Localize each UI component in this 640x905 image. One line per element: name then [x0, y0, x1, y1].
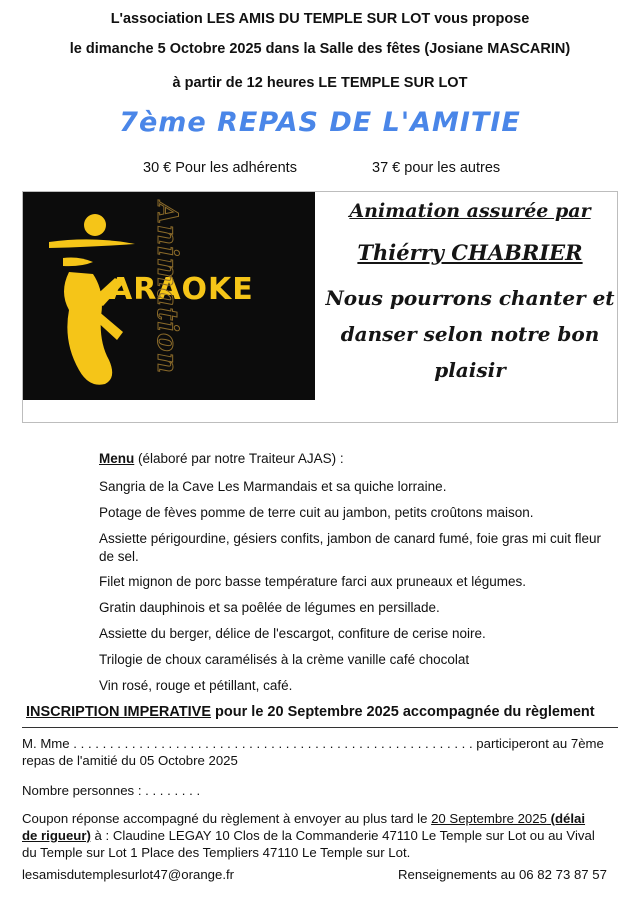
contact-email[interactable]: lesamisdutemplesurlot47@orange.fr [22, 867, 235, 882]
menu-item: Sangria de la Cave Les Marmandais et sa quiche lorraine. [99, 479, 447, 494]
coupon-date: 20 Septembre 2025 [431, 811, 547, 826]
inscription-heading-rest: pour le 20 Septembre 2025 accompagnée du règlement [211, 704, 595, 720]
form-persons: Nombre personnes : . . . . . . . . [22, 783, 201, 798]
menu-heading-suffix: (élaboré par notre Traiteur AJAS) : [134, 451, 344, 466]
animation-line-5: plaisir [434, 358, 506, 382]
animation-line-1: Animation assurée par [349, 200, 591, 222]
animation-banner [22, 191, 618, 423]
event-title: 7ème REPAS DE L'AMITIE [119, 107, 521, 138]
coupon-text-c: du Temple sur Lot 1 Place des Templiers 47110 Le Temple sur Lot. [22, 845, 411, 860]
header-line-2: le dimanche 5 Octobre 2025 dans la Salle des fêtes (Josiane MASCARIN) [69, 41, 571, 57]
price-others: 37 € pour les autres [372, 160, 501, 176]
price-members: 30 € Pour les adhérents [143, 160, 297, 176]
karaoke-vertical-text: Animation [151, 202, 184, 375]
menu-item: Potage de fèves pomme de terre cuit au jambon, petits croûtons maison. [99, 505, 534, 520]
header-line-3: à partir de 12 heures LE TEMPLE SUR LOT [172, 75, 468, 91]
menu-heading-label: Menu [99, 451, 135, 466]
menu-item: Vin rosé, rouge et pétillant, café. [99, 678, 293, 693]
coupon-text-a: Coupon réponse accompagné du règlement à envoyer au plus tard le [22, 811, 432, 826]
header-line-1: L'association LES AMIS DU TEMPLE SUR LOT vous propose [110, 11, 530, 27]
inscription-heading-underlined: INSCRIPTION IMPERATIVE [26, 704, 212, 720]
menu-heading [99, 451, 344, 466]
menu-item: Assiette périgourdine, gésiers confits, jambon de canard fumé, foie gras mi cuit fleur de sel. [99, 531, 601, 564]
animation-line-4: danser selon notre bon [340, 322, 600, 346]
divider [22, 727, 618, 728]
karaoke-logo-text: ARAOKE [109, 272, 254, 307]
menu-item: Trilogie de choux caramélisés à la crème vanille café chocolat [99, 652, 470, 667]
form-names-line: M. Mme . . . . . . . . . . . . . . . . . . . . . . . . . . . . . . . . . . . . . . . . . . . . . . . . . . . . . . . participeront au 7ème [22, 736, 604, 751]
coupon-text [22, 810, 620, 861]
animation-line-2: Thiérry CHABRIER [357, 240, 583, 265]
menu-item: Assiette du berger, délice de l'escargot, confiture de cerise noire. [99, 626, 486, 641]
form-repas-line: repas de l'amitié du 05 Octobre 2025 [22, 753, 238, 768]
karaoke-logo [23, 192, 315, 400]
inscription-heading [26, 704, 595, 720]
menu-item: Gratin dauphinois et sa poêlée de légumes en persillade. [99, 600, 440, 615]
animation-line-3: Nous pourrons chanter et [325, 286, 615, 310]
coupon-delai-2: de rigueur) [22, 828, 91, 843]
coupon-text-b: à : Claudine LEGAY 10 Clos de la Commanderie 47110 Le Temple sur Lot ou au Vival [90, 828, 595, 843]
coupon-delai: (délai [546, 811, 586, 826]
contact-phone: Renseignements au 06 82 73 87 57 [398, 867, 607, 882]
menu-item: Filet mignon de porc basse température farci aux pruneaux et légumes. [99, 574, 526, 589]
